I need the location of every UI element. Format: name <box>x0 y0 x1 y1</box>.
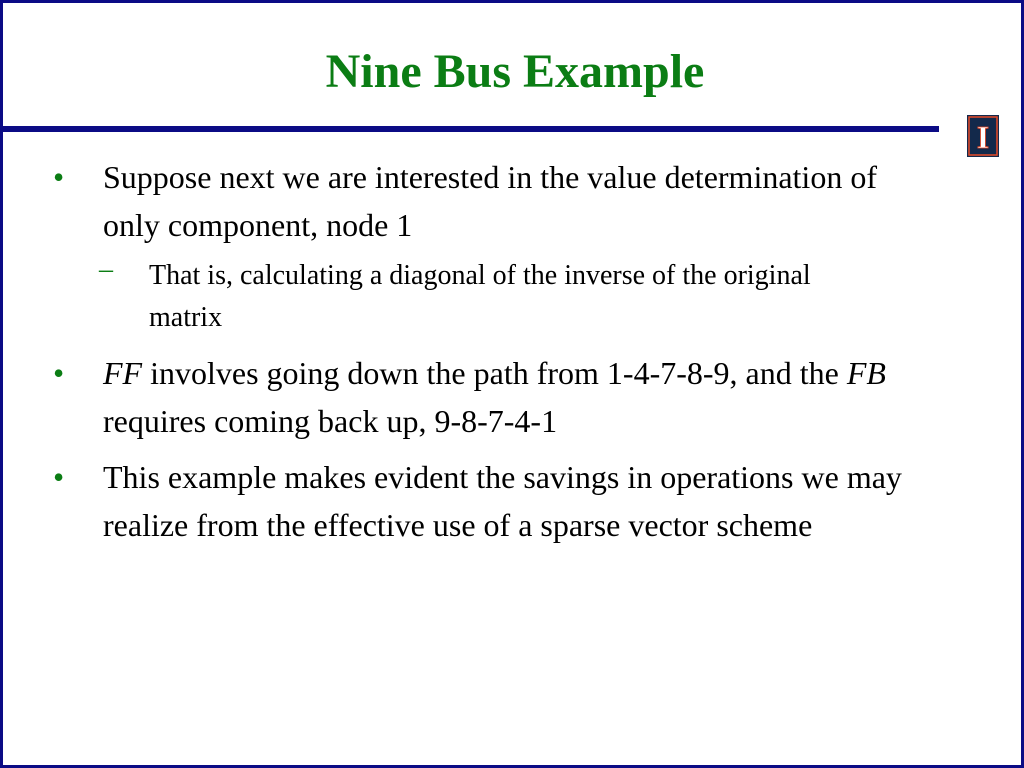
bullet-item <box>3 453 1024 549</box>
bullet-item <box>3 153 1024 249</box>
bullet-text: requires coming back up, 9-8-7-4-1 <box>103 355 902 439</box>
fb-term: FB <box>846 355 886 391</box>
bullet-text: This example makes evident the savings in operations we may realize from the effective use of a sparse vector scheme <box>103 459 902 543</box>
ff-term: FF <box>103 355 143 391</box>
bullet-text: involves going down the path from 1-4-7-8-9, and the <box>142 355 847 391</box>
sub-bullet-marker: – <box>99 254 113 285</box>
bullet-text: Suppose next we are interested in the value determination of only component, node 1 <box>103 159 877 243</box>
bullet-marker: • <box>53 355 65 391</box>
logo-letter: I <box>976 119 990 155</box>
bullet-item <box>3 349 1024 445</box>
sub-bullet-text: That is, calculating a diagonal of the inverse of the original matrix <box>149 260 811 333</box>
title-divider <box>3 126 939 132</box>
slide-title: Nine Bus Example <box>325 45 705 98</box>
bullet-list <box>3 153 1024 549</box>
bullet-marker: • <box>53 159 65 195</box>
bullet-marker: • <box>53 459 65 495</box>
sub-bullet-item <box>3 255 1024 339</box>
university-logo-icon <box>967 115 999 157</box>
